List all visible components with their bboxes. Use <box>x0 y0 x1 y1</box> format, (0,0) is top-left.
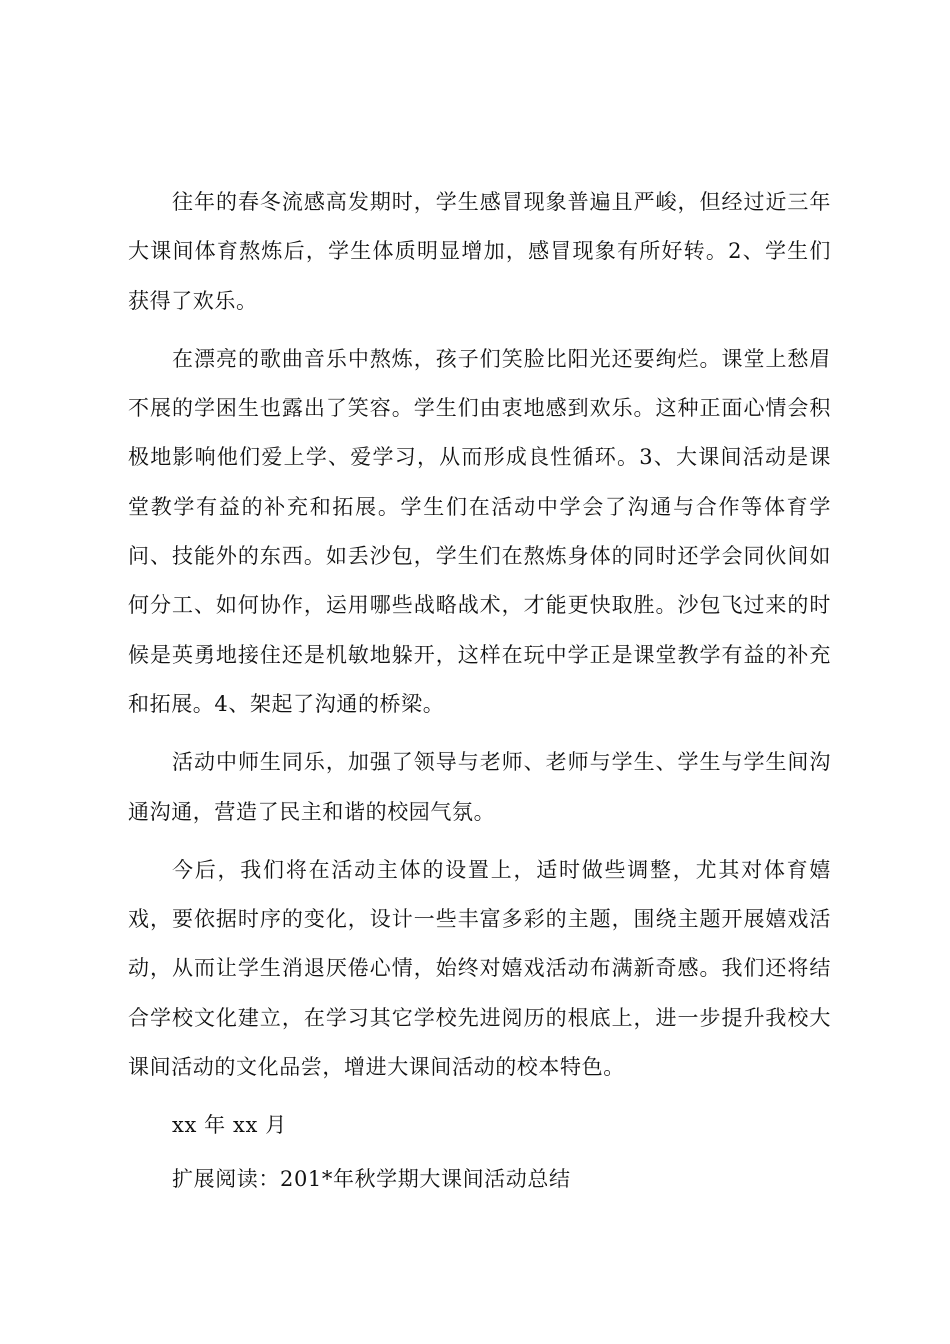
extended-reading-line: 扩展阅读：201*年秋学期大课间活动总结 <box>172 1166 571 1191</box>
paragraph-1: 往年的春冬流感高发期时，学生感冒现象普遍且严峻，但经过近三年大课间体育熬炼后，学生体质明显增加，感冒现象有所好转。2、学生们获得了欢乐。 <box>128 190 831 313</box>
document-body <box>128 178 831 1204</box>
paragraph-2: 在漂亮的歌曲音乐中熬炼，孩子们笑脸比阳光还要绚烂。课堂上愁眉不展的学困生也露出了笑容。学生们由衷地感到欢乐。这种正面心情会积极地影响他们爱上学、爱学习，从而形成良性循环。3、大课间活动是课堂教学有益的补充和拓展。学生们在活动中学会了沟通与合作等体育学问、技能外的东西。如丢沙包，学生们在熬炼身体的同时还学会同伙间如何分工、如何协作，运用哪些战略战术，才能更快取胜。沙包飞过来的时候是英勇地接住还是机敏地躲开，这样在玩中学正是课堂教学有益的补充和拓展。4、架起了沟通的桥梁。 <box>128 346 831 716</box>
paragraph-3: 活动中师生同乐，加强了领导与老师、老师与学生、学生与学生间沟通沟通，营造了民主和谐的校园气氛。 <box>128 750 831 824</box>
date-line: xx 年 xx 月 <box>172 1113 287 1138</box>
paragraph-4: 今后，我们将在活动主体的设置上，适时做些调整，尤其对体育嬉戏，要依据时序的变化，设计一些丰富多彩的主题，围绕主题开展嬉戏活动，从而让学生消退厌倦心情，始终对嬉戏活动布满新奇感。我们还将结合学校文化建立，在学习其它学校先进阅历的根底上，进一步提升我校大课间活动的文化品尝，增进大课间活动的校本特色。 <box>128 857 831 1080</box>
